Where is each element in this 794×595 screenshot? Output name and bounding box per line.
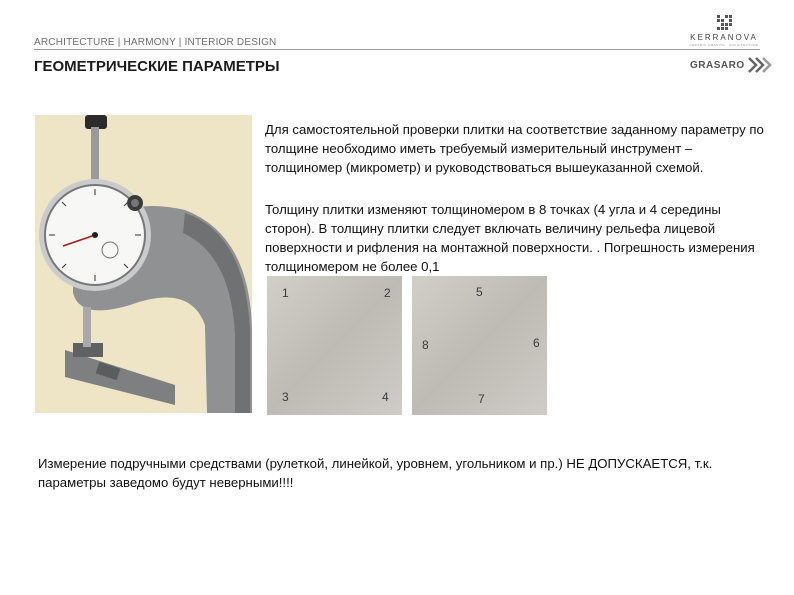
- chevron-right-icon: [747, 56, 773, 74]
- grasaro-logo: [690, 56, 773, 74]
- header-tagline: ARCHITECTURE | HARMONY | INTERIOR DESIGN: [34, 37, 277, 48]
- measurement-paragraph: Толщину плитки изменяют толщиномером в 8 точках (4 угла и 4 середины сторон). В толщину плитки следует включать величину рельефа лицевой поверхности и рифления на монтажной поверхности. . Погрешность измерения толщиномером не более 0,1: [265, 202, 755, 274]
- header-divider: [34, 49, 760, 50]
- instruction-paragraph: Для самостоятельной проверки плитки на соответствие заданному параметру по толщине необходимо иметь требуемый измерительный инструмент – толщиномер (микрометр) и руководствоваться вышеуказанной схемой.: [265, 122, 764, 175]
- measure-point-5: 5: [476, 285, 483, 299]
- brand-subtitle: CERAMIC GRANITE · ARCHITECTURE: [689, 43, 759, 47]
- grasaro-logo-text: GRASARO: [690, 59, 745, 71]
- measure-point-8: 8: [422, 338, 429, 352]
- warning-note: Измерение подручными средствами (рулеткой, линейкой, уровнем, угольником и пр.) НЕ ДОПУСКАЕТСЯ, т.к. параметры заведомо будут неверными!!!!: [38, 456, 713, 490]
- page-title: ГЕОМЕТРИЧЕСКИЕ ПАРАМЕТРЫ: [34, 58, 280, 75]
- thickness-gauge-image: [35, 115, 252, 413]
- thickness-gauge-icon: [35, 115, 252, 413]
- tile-diagram-corners: [267, 276, 402, 415]
- measure-point-2: 2: [384, 286, 391, 300]
- measure-point-4: 4: [382, 390, 389, 404]
- tile-diagram-midpoints: [412, 276, 547, 415]
- measure-point-6: 6: [533, 336, 540, 350]
- measure-point-7: 7: [478, 392, 485, 406]
- measure-point-3: 3: [282, 390, 289, 404]
- measure-point-1: 1: [282, 286, 289, 300]
- brand-name: KERRANOVA: [690, 33, 758, 42]
- brand-logo: [688, 14, 760, 47]
- kerranova-logo-icon: [716, 14, 732, 30]
